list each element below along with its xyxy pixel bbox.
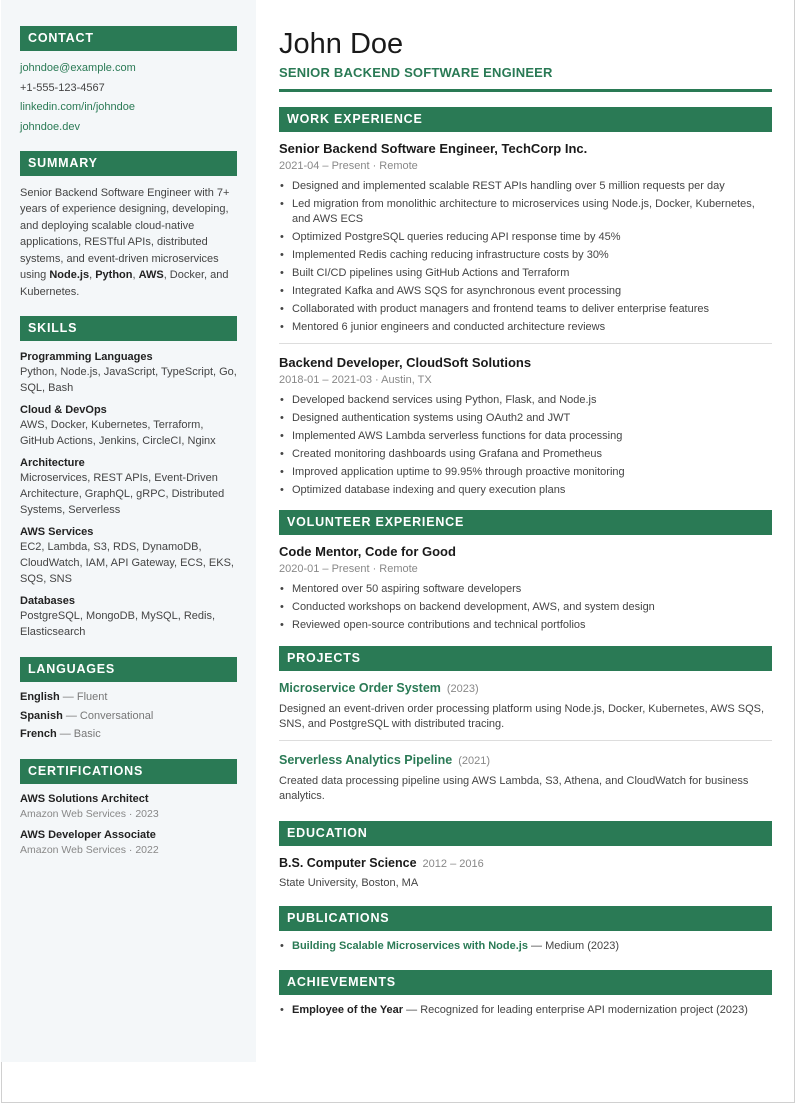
language-item bbox=[20, 688, 237, 707]
publications-heading: PUBLICATIONS bbox=[279, 906, 772, 931]
language-name: Spanish bbox=[20, 709, 63, 722]
skill-group-title: Programming Languages bbox=[20, 351, 153, 364]
summary-bold-nodejs: Node.js bbox=[49, 269, 90, 282]
publication-source: — Medium (2023) bbox=[527, 940, 620, 952]
job-entry bbox=[279, 355, 772, 498]
certifications-list bbox=[20, 792, 237, 857]
job-entry bbox=[279, 141, 772, 335]
job-meta: 2021-04 – Present · Remote bbox=[279, 160, 418, 172]
publication-title[interactable]: Building Scalable Microservices with Node.js bbox=[292, 940, 528, 952]
linkedin-link[interactable]: linkedin.com/in/johndoe bbox=[20, 101, 135, 114]
website-link[interactable]: johndoe.dev bbox=[20, 121, 80, 134]
skill-group-items: Microservices, REST APIs, Event-Driven Architecture, GraphQL, gRPC, Distributed Systems, Serverless bbox=[20, 472, 225, 517]
list-item: • Built CI/CD pipelines using GitHub Actions and Terraform bbox=[279, 266, 772, 281]
project-title: Serverless Analytics Pipeline bbox=[279, 753, 453, 767]
skill-group bbox=[20, 350, 237, 396]
skill-group bbox=[20, 594, 237, 640]
skill-group bbox=[20, 456, 237, 518]
summary-bold-python: Python bbox=[95, 269, 133, 282]
education-entry bbox=[279, 854, 772, 889]
list-item: • Conducted workshops on backend development, AWS, and system design bbox=[279, 600, 772, 615]
project-entry bbox=[279, 679, 772, 732]
languages-list bbox=[20, 688, 237, 744]
achievement-description: — Recognized for leading enterprise API modernization project (2023) bbox=[403, 1004, 748, 1016]
list-item: • Collaborated with product managers and frontend teams to deliver enterprise features bbox=[279, 302, 772, 317]
list-item: • Led migration from monolithic architecture to microservices using Node.js, Docker, Kubernetes, and AWS ECS bbox=[279, 197, 772, 227]
job-title: Backend Developer, CloudSoft Solutions bbox=[279, 355, 532, 370]
skill-group-title: AWS Services bbox=[20, 526, 94, 539]
list-item bbox=[279, 1003, 772, 1018]
skill-group-title: Architecture bbox=[20, 457, 85, 470]
summary-part: Senior Backend Software Engineer with 7+ years of experience designing, developing, and deploying scalable cloud-native applications, RESTful APIs, distributed systems, and event-driven microservices using bbox=[20, 186, 230, 282]
list-item: • Implemented AWS Lambda serverless functions for data processing bbox=[279, 429, 772, 444]
project-title: Microservice Order System bbox=[279, 681, 441, 695]
job-bullets bbox=[279, 393, 772, 498]
list-item: • Mentored 6 junior engineers and conducted architecture reviews bbox=[279, 320, 772, 335]
achievements-list bbox=[279, 1003, 772, 1018]
job-divider bbox=[279, 343, 772, 344]
volunteer-entry bbox=[279, 544, 772, 633]
skill-group-items: EC2, Lambda, S3, RDS, DynamoDB, CloudWatch, IAM, API Gateway, ECS, EKS, SQS, SNS bbox=[20, 541, 234, 586]
job-bullets bbox=[279, 179, 772, 335]
education-years: 2012 – 2016 bbox=[422, 858, 484, 870]
summary-text bbox=[20, 185, 237, 301]
language-name: English bbox=[20, 691, 60, 704]
list-item: • Reviewed open-source contributions and technical portfolios bbox=[279, 618, 772, 633]
list-item: • Optimized database indexing and query execution plans bbox=[279, 483, 772, 498]
skill-group-items: PostgreSQL, MongoDB, MySQL, Redis, Elasticsearch bbox=[20, 610, 216, 639]
list-item: • Optimized PostgreSQL queries reducing API response time by 45% bbox=[279, 230, 772, 245]
education-heading: EDUCATION bbox=[279, 821, 772, 846]
header-divider bbox=[279, 89, 772, 92]
achievements-heading: ACHIEVEMENTS bbox=[279, 970, 772, 995]
language-level: — Basic bbox=[56, 728, 101, 741]
contact-heading: CONTACT bbox=[20, 26, 237, 51]
list-item: • Mentored over 50 aspiring software developers bbox=[279, 582, 772, 597]
certification-name: AWS Solutions Architect bbox=[20, 792, 149, 805]
skill-group-title: Cloud & DevOps bbox=[20, 404, 107, 417]
skills-list bbox=[20, 350, 237, 640]
candidate-title: SENIOR BACKEND SOFTWARE ENGINEER bbox=[279, 65, 553, 80]
contact-list bbox=[20, 59, 237, 138]
volunteer-title: Code Mentor, Code for Good bbox=[279, 544, 456, 559]
education-degree: B.S. Computer Science bbox=[279, 856, 417, 870]
skill-group-items: Python, Node.js, JavaScript, TypeScript, Go, SQL, Bash bbox=[20, 366, 237, 395]
summary-bold-aws: AWS bbox=[138, 269, 164, 282]
candidate-name: John Doe bbox=[279, 28, 404, 60]
skill-group bbox=[20, 403, 237, 449]
publications-list bbox=[279, 939, 772, 954]
language-item bbox=[20, 707, 237, 726]
certifications-heading: CERTIFICATIONS bbox=[20, 759, 237, 784]
summary-part: , Docker, and Kubernetes. bbox=[20, 269, 229, 298]
project-entry bbox=[279, 751, 772, 804]
project-description: Designed an event-driven order processing platform using Node.js, Docker, Kubernetes, AWS SQS, SNS, and PostgreSQL with distributed tracing. bbox=[279, 703, 765, 730]
language-level: — Conversational bbox=[62, 709, 154, 722]
list-item: • Improved application uptime to 99.95% through proactive monitoring bbox=[279, 465, 772, 480]
education-school: State University, Boston, MA bbox=[279, 877, 419, 889]
skills-heading: SKILLS bbox=[20, 316, 237, 341]
email-link[interactable]: johndoe@example.com bbox=[20, 62, 136, 74]
volunteer-bullets bbox=[279, 582, 772, 633]
language-name: French bbox=[20, 728, 57, 741]
certification-item bbox=[20, 792, 237, 821]
project-divider bbox=[279, 740, 772, 741]
list-item bbox=[279, 939, 772, 954]
work-heading: WORK EXPERIENCE bbox=[279, 107, 772, 132]
skill-group-title: Databases bbox=[20, 595, 76, 608]
certification-name: AWS Developer Associate bbox=[20, 828, 156, 841]
job-meta: 2018-01 – 2021-03 · Austin, TX bbox=[279, 374, 432, 386]
skill-group bbox=[20, 525, 237, 587]
volunteer-meta: 2020-01 – Present · Remote bbox=[279, 563, 418, 575]
list-item: • Designed authentication systems using OAuth2 and JWT bbox=[279, 411, 772, 426]
list-item: • Implemented Redis caching reducing infrastructure costs by 30% bbox=[279, 248, 772, 263]
project-year: (2021) bbox=[458, 755, 491, 767]
phone-text: +1-555-123-4567 bbox=[20, 81, 105, 94]
language-item bbox=[20, 725, 237, 744]
list-item: • Integrated Kafka and AWS SQS for asynchronous event processing bbox=[279, 284, 772, 299]
summary-sep: , bbox=[132, 269, 139, 282]
achievement-title: Employee of the Year bbox=[292, 1004, 404, 1016]
certification-issuer: Amazon Web Services · 2022 bbox=[20, 843, 159, 856]
project-description: Created data processing pipeline using AWS Lambda, S3, Athena, and CloudWatch for business analytics. bbox=[279, 775, 749, 802]
list-item: • Developed backend services using Python, Flask, and Node.js bbox=[279, 393, 772, 408]
summary-sep: , bbox=[89, 269, 96, 282]
volunteer-heading: VOLUNTEER EXPERIENCE bbox=[279, 510, 772, 535]
list-item: • Designed and implemented scalable REST APIs handling over 5 million requests per day bbox=[279, 179, 772, 194]
summary-heading: SUMMARY bbox=[20, 151, 237, 176]
skill-group-items: AWS, Docker, Kubernetes, Terraform, GitHub Actions, Jenkins, CircleCI, Nginx bbox=[20, 419, 216, 448]
list-item: • Created monitoring dashboards using Grafana and Prometheus bbox=[279, 447, 772, 462]
projects-heading: PROJECTS bbox=[279, 646, 772, 671]
language-level: — Fluent bbox=[59, 691, 108, 704]
certification-issuer: Amazon Web Services · 2023 bbox=[20, 807, 159, 820]
main-content bbox=[279, 0, 772, 1021]
certification-item bbox=[20, 828, 237, 857]
job-title: Senior Backend Software Engineer, TechCorp Inc. bbox=[279, 141, 588, 156]
languages-heading: LANGUAGES bbox=[20, 657, 237, 682]
project-year: (2023) bbox=[446, 683, 479, 695]
sidebar bbox=[1, 0, 256, 1062]
